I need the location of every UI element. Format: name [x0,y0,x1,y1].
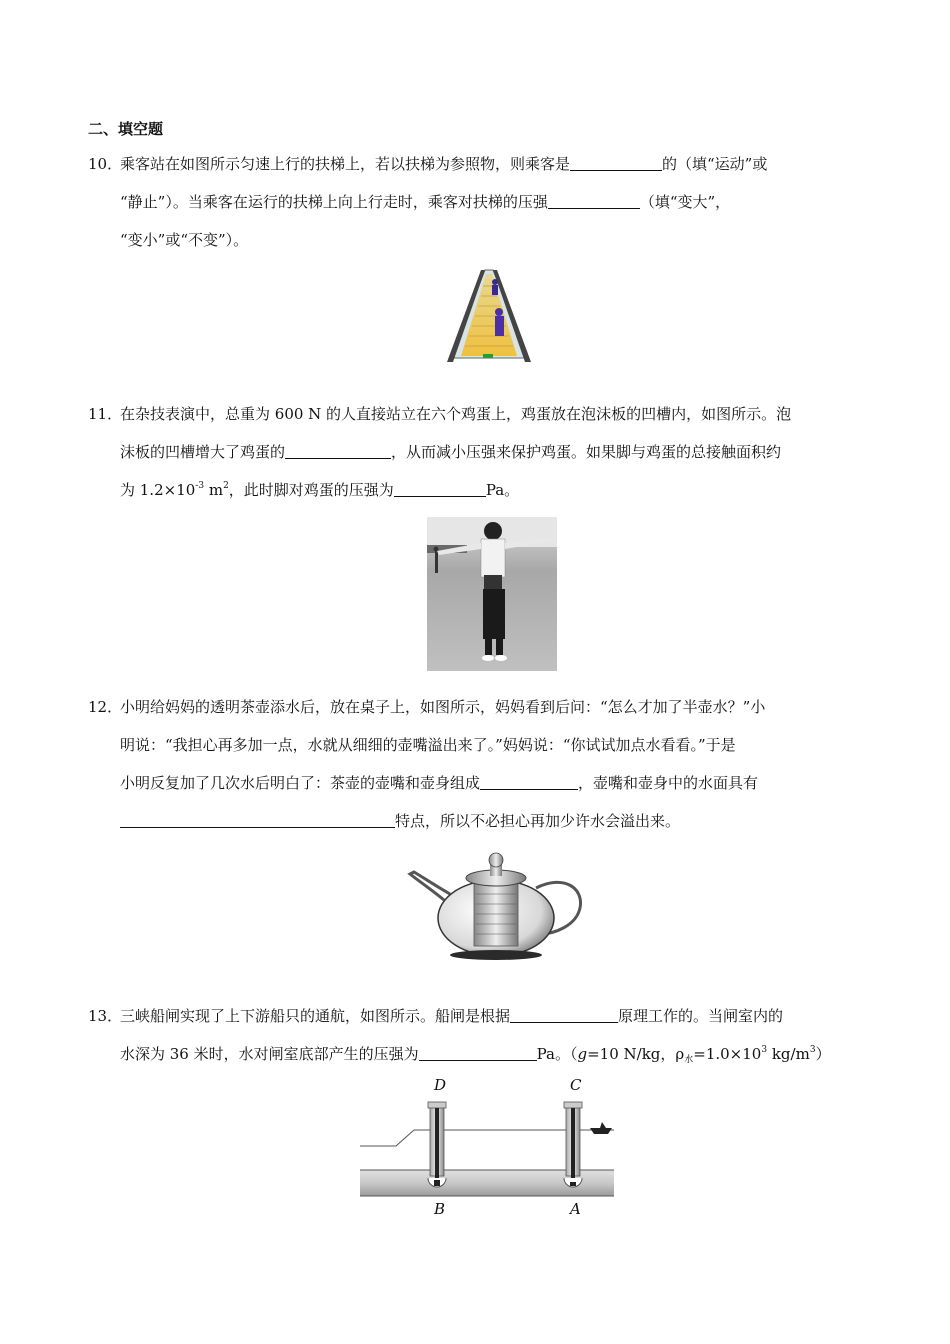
subscript: 水 [684,1055,694,1065]
question-text: 在杂技表演中，总重为 600 N 的人直接站立在六个鸡蛋上，鸡蛋放在泡沫板的凹槽内，如图所示。泡 [120,405,792,423]
label-c: C [570,1076,582,1094]
answer-blank[interactable] [570,152,662,171]
gravity-symbol: g [577,1045,588,1063]
answer-blank[interactable] [480,771,578,790]
label-d: D [434,1076,447,1094]
question-text: Pa。 [485,481,520,499]
answer-blank[interactable] [548,190,640,209]
question-12 [88,688,868,840]
escalator-figure [445,266,533,370]
answer-blank[interactable] [285,440,391,459]
answer-blank[interactable] [394,478,486,497]
question-text: 小明给妈妈的透明茶壶添水后，放在桌子上，如图所示，妈妈看到后问：“怎么才加了半壶水？”小 [120,698,766,716]
exponent: 2 [223,481,229,491]
question-text: 为 1.2×10 [120,481,196,499]
section-title: 二、填空题 [88,120,164,138]
answer-blank[interactable] [419,1042,537,1061]
label-b: B [434,1200,446,1218]
question-number: 12． [88,698,123,716]
question-text: ，从而减小压强来保护鸡蛋。如果脚与鸡蛋的总接触面积约 [391,443,782,461]
question-text: ，壶嘴和壶身中的水面具有 [578,774,759,792]
question-text: 明说：“我担心再多加一点，水就从细细的壶嘴溢出来了。”妈妈说：“你试试加点水看看。”于是 [120,736,736,754]
question-text: 原理工作的。当闸室内的 [618,1007,784,1025]
question-11 [88,395,868,509]
question-text: 三峡船闸实现了上下游船只的通航，如图所示。船闸是根据 [120,1007,511,1025]
question-text: 沫板的凹槽增大了鸡蛋的 [120,443,286,461]
acrobat-photo [427,517,557,671]
question-text: 的（填“运动”或 [662,155,768,173]
answer-blank[interactable] [120,809,395,828]
question-number: 10． [88,155,123,173]
question-text: （填“变大”， [639,193,731,211]
question-text: ） [815,1045,831,1063]
question-text: ，此时脚对鸡蛋的压强为 [228,481,394,499]
question-text: Pa。（ [536,1045,578,1063]
question-text: kg/m [767,1045,810,1063]
question-number: 11． [88,405,123,423]
question-text: “变小”或“不变”）。 [120,231,249,249]
exponent: -3 [195,481,205,491]
question-text: =10 N/kg，ρ [587,1045,685,1063]
exponent: 3 [761,1045,768,1055]
question-text: 乘客站在如图所示匀速上行的扶梯上，若以扶梯为参照物，则乘客是 [120,155,571,173]
question-text: “静止”）。当乘客在运行的扶梯上向上行走时，乘客对扶梯的压强 [120,193,548,211]
ship-lock-diagram [356,1076,618,1222]
question-10 [88,145,868,259]
question-text: 特点，所以不必担心再加少许水会溢出来。 [395,812,681,830]
lock-drawing [356,1098,618,1200]
question-text: 水深为 36 米时，水对闸室底部产生的压强为 [120,1045,419,1063]
question-text: 小明反复加了几次水后明白了：茶壶的壶嘴和壶身组成 [120,774,481,792]
label-a: A [570,1200,581,1218]
question-text: m [204,481,224,499]
question-text: =1.0×10 [693,1045,762,1063]
exponent: 3 [809,1045,816,1055]
teapot-figure [404,848,586,964]
answer-blank[interactable] [510,1004,618,1023]
question-number: 13． [88,1007,123,1025]
question-13 [88,997,868,1073]
